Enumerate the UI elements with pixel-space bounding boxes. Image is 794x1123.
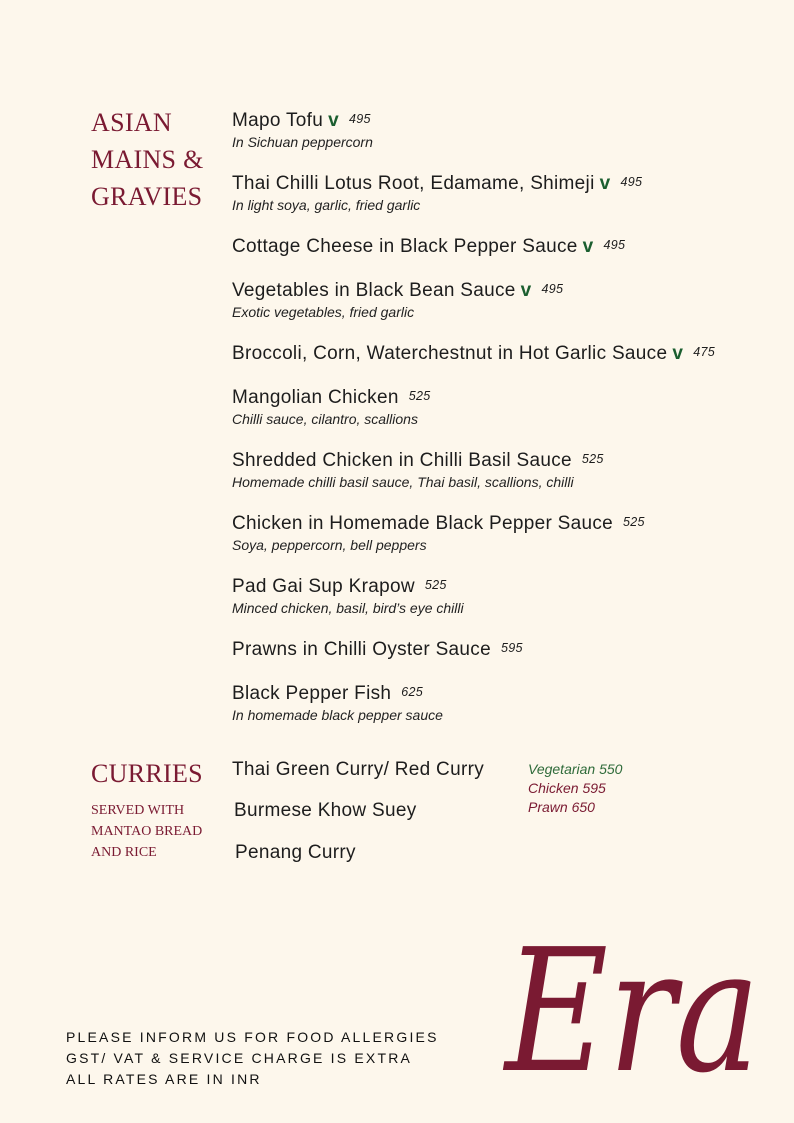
item-name: Mapo Tofu	[232, 110, 324, 131]
title-line: GRAVIES	[91, 182, 203, 211]
item-name: Mangolian Chicken	[232, 387, 399, 408]
footer-line: GST/ VAT & SERVICE CHARGE IS EXTRA	[66, 1050, 413, 1066]
curry-item: Penang Curry	[235, 842, 356, 863]
item-description: Chilli sauce, cilantro, scallions	[232, 411, 418, 427]
item-description: Soya, peppercorn, bell peppers	[232, 537, 427, 553]
curry-price: Chicken 595	[528, 780, 606, 796]
item-name: Black Pepper Fish	[232, 683, 392, 704]
subtitle-line: MANTAO BREAD	[91, 824, 203, 839]
item-name-line	[232, 680, 792, 706]
subtitle-line: AND RICE	[91, 845, 157, 860]
menu-item	[232, 107, 792, 152]
menu-item	[232, 340, 792, 366]
item-price: 625	[401, 685, 424, 699]
veg-icon: v	[599, 173, 611, 194]
item-price: 525	[408, 389, 431, 403]
menu-item	[232, 447, 792, 492]
item-name-line	[232, 510, 792, 536]
era-logo	[495, 900, 775, 1111]
item-name: Pad Gai Sup Krapow	[232, 576, 415, 597]
veg-icon: v	[672, 343, 684, 364]
item-description: Homemade chilli basil sauce, Thai basil, scallions, chilli	[232, 474, 574, 490]
item-price: 495	[603, 238, 626, 252]
item-name: Broccoli, Corn, Waterchestnut in Hot Garlic Sauce	[232, 343, 668, 364]
item-price: 595	[500, 641, 523, 655]
curry-prices	[528, 760, 622, 817]
item-name-line	[232, 340, 792, 366]
item-price: 495	[541, 282, 564, 296]
menu-item	[232, 277, 792, 322]
item-name-line	[232, 573, 792, 599]
title-line: ASIAN	[91, 108, 172, 137]
curries-subtitle	[91, 800, 221, 863]
item-description: In light soya, garlic, fried garlic	[232, 197, 421, 213]
item-price: 495	[348, 112, 371, 126]
item-description: Exotic vegetables, fried garlic	[232, 304, 415, 320]
curry-price: Vegetarian 550	[528, 761, 623, 777]
curry-item: Thai Green Curry/ Red Curry	[232, 759, 485, 780]
item-name: Cottage Cheese in Black Pepper Sauce	[232, 236, 578, 257]
menu-item	[232, 636, 792, 662]
veg-icon: v	[582, 236, 594, 257]
menu-item	[232, 384, 792, 429]
item-name-line	[232, 107, 792, 133]
subtitle-line: SERVED WITH	[91, 803, 185, 818]
item-description: Minced chicken, basil, bird’s eye chilli	[232, 600, 464, 616]
item-description: In homemade black pepper sauce	[232, 707, 443, 723]
item-name: Shredded Chicken in Chilli Basil Sauce	[232, 450, 572, 471]
asian-mains-list	[232, 107, 792, 743]
menu-item	[232, 680, 792, 725]
item-name-line	[232, 447, 792, 473]
section-title-asian-mains	[91, 104, 204, 215]
menu-item	[232, 510, 792, 555]
item-description: In Sichuan peppercorn	[232, 134, 373, 150]
item-name: Thai Chilli Lotus Root, Edamame, Shimeji	[232, 173, 595, 194]
item-name-line	[232, 170, 792, 196]
item-name-line	[232, 636, 792, 662]
menu-item	[232, 170, 792, 215]
item-name: Chicken in Homemade Black Pepper Sauce	[232, 513, 614, 534]
menu-item	[232, 573, 792, 618]
item-price: 525	[424, 578, 447, 592]
title-line: MAINS &	[91, 145, 204, 174]
item-price: 495	[620, 175, 643, 189]
item-price: 525	[581, 452, 604, 466]
item-name-line	[232, 277, 792, 303]
curry-item: Burmese Khow Suey	[234, 800, 417, 821]
footer-line: ALL RATES ARE IN INR	[66, 1071, 262, 1087]
item-price: 475	[693, 345, 715, 359]
item-name: Prawns in Chilli Oyster Sauce	[232, 639, 491, 660]
menu-item	[232, 233, 792, 259]
item-name-line	[232, 233, 792, 259]
item-price: 525	[623, 515, 645, 529]
footer-notes	[66, 1027, 439, 1090]
veg-icon: v	[520, 280, 532, 301]
section-title-curries: CURRIES	[91, 759, 203, 788]
logo-text: Era	[502, 913, 760, 1111]
item-name-line	[232, 384, 792, 410]
curry-price: Prawn 650	[528, 799, 595, 815]
veg-icon: v	[328, 110, 339, 131]
item-name: Vegetables in Black Bean Sauce	[232, 280, 516, 301]
footer-line: PLEASE INFORM US FOR FOOD ALLERGIES	[66, 1029, 439, 1045]
